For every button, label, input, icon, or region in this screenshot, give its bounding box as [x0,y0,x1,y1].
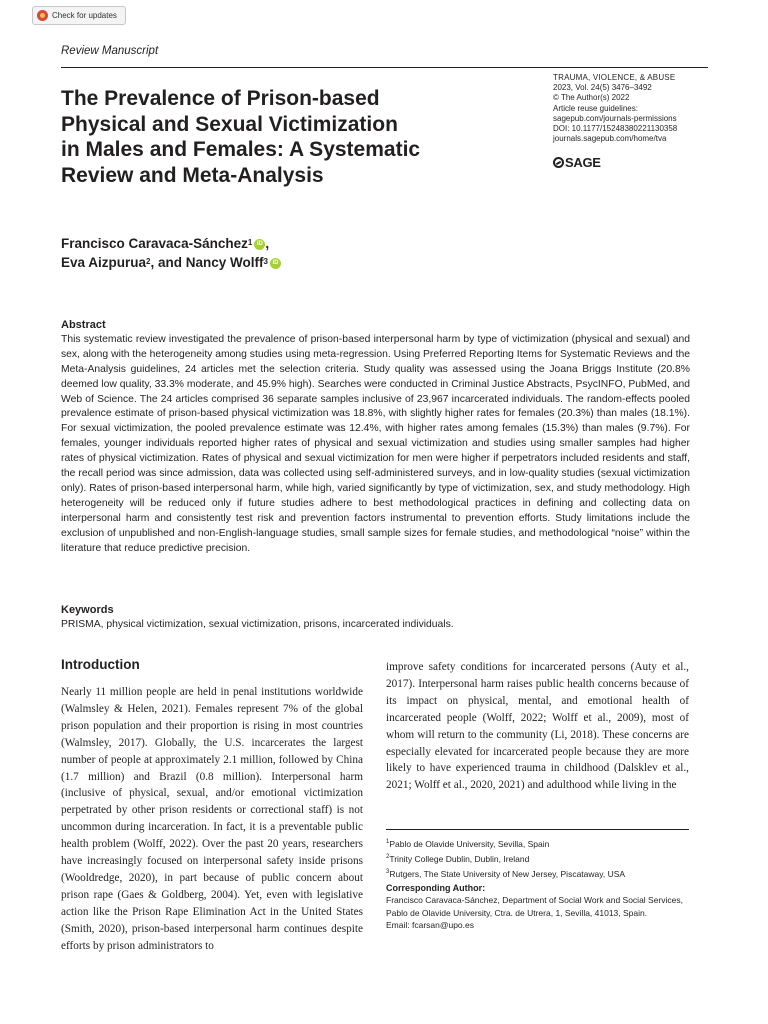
author-1-affiliation: 1 [247,238,253,247]
header-rule [61,67,708,68]
journal-volume: 2023, Vol. 24(5) 3476–3492 [553,83,652,93]
affiliation-3-text: Rutgers, The State University of New Jersey, Piscataway, USA [389,868,626,879]
affiliations [386,836,696,881]
journal-name: TRAUMA, VIOLENCE, & ABUSE [553,73,676,82]
sage-logo-icon [553,157,564,168]
publisher-logo [553,155,601,170]
crossmark-icon [37,10,48,21]
title-line-1: The Prevalence of Prison-based [61,87,380,110]
affiliation-2 [386,851,696,866]
badge-label: Check for updates [52,11,117,20]
journal-copyright: © The Author(s) 2022 [553,93,630,103]
introduction-left-column: Nearly 11 million people are held in penal institutions worldwide (Walmsley & Helen, 2021). Females represent 7% of the global prison population and their proportion is rising in most countries (Walmsley, 2017). Globally, the U.S. incarcerates the largest number of people at approximately 2.1 million, followed by China (1.7 million) and Brazil (0.8 million). Interpersonal harm (inclusive of physical, sexual, and/or emotional victimization perpetrated by other prison residents or correctional staff) is not uncommon during incarceration. In fact, it is a preventable public health problem (Wolff, 2022). Over the past 20 years, researchers have increasingly focused on interpersonal safety inside prisons (Wooldredge, 2020), in part because of public concern about prison rape (Gaes & Goldberg, 2004). Yet, even with legislative action like the Prison Rape Elimination Act in the United States (Smith, 2020), prison-based interpersonal harm continues despite efforts by prison administrators to [61,686,363,952]
abstract-text: This systematic review investigated the prevalence of prison-based interpersonal harm by type of victimization (physical and sexual) and sex, along with the heterogeneity among studies using meta-regression. Using Preferred Reporting Items for Systematic Reviews and the Meta-Analysis guidelines, 24 articles met the selection criteria. Study quality was assessed using the Joana Briggs Institute (20.8% deemed low quality, 33.3% moderate, and 45.9% high). Searches were conducted in Criminal Justice Abstracts, PsycINFO, PubMed, and Web of Science. The 24 articles comprised 36 separate samples inclusive of 23,967 incarcerated individuals. The random-effects pooled prevalence estimate of prison-based physical victimization was 18.8%, with slightly higher rates for females (20.3%) than males (18.1%). For sexual victimization, the pooled prevalence estimate was 12.4%, with higher rates among females (15.3%) than males (9.7%). For females, younger individuals reported higher rates of physical and sexual victimization and studies using smaller samples had higher rates of physical victimization. Rates of physical and sexual victimization for men were higher if perpetrators included residents and staff, the recall period was since admission, data was collected using self-administered surveys, and in low-quality studies (sexual victimization only). Rates of prison-based interpersonal harm, while high, varied significantly by type of victimization, sex, and study methodology. High heterogeneity will be reduced only if future studies adhere to best methodological practices in defining and collecting data on interpersonal harm and consistently test risk and prevention factors instrumental to prevention efforts. Study limitations include the exclusion of unpublished and non-English-language studies, small sample sizes for female studies, and methodological “noise” within the literature that reduce predictive precision. [61,333,690,554]
journal-home-link[interactable]: journals.sagepub.com/home/tva [553,134,667,144]
corresponding-author [386,882,691,932]
affiliation-2-text: Trinity College Dublin, Dublin, Ireland [389,853,530,864]
author-3-affiliation: 3 [263,257,268,266]
affiliation-1 [386,836,696,851]
affiliation-3-number: 3 [386,868,390,875]
affiliation-2-number: 2 [386,853,390,860]
introduction-right-column: improve safety conditions for incarcerated persons (Auty et al., 2017). Interpersonal harm raises public health concerns because of its impact on physical, mental, and emotional health of incarcerated people (Wolff, 2022; Wolff et al., 2009), most of whom will return to the community (Li, 2018). These concerns are especially elevated for incarcerated people because they are more likely to have experienced trauma in childhood (Dalsklev et al., 2021; Wolff et al., 2020, 2021) and adulthood while living in the [386,661,689,792]
author-3[interactable]: Nancy Wolff [185,255,264,270]
corresponding-heading: Corresponding Author: [386,883,486,893]
title-line-3: in Males and Females: A Systematic [61,138,421,161]
keywords-heading: Keywords [61,604,114,616]
abstract-heading: Abstract [61,319,106,331]
footnote-rule [386,829,689,830]
orcid-icon[interactable]: iD [270,258,281,269]
introduction-heading: Introduction [61,657,140,672]
corresponding-address: Francisco Caravaca-Sánchez, Department of Social Work and Social Services, Pablo de Olavide University, Ctra. de Utrera, 1, Sevilla, 41013, Spain. [386,895,683,918]
title-line-2: Physical and Sexual Victimization [61,112,398,136]
author-2-affiliation: 2 [146,257,151,266]
journal-permissions-link[interactable]: sagepub.com/journals-permissions [553,113,677,123]
affiliation-1-text: Pablo de Olavide University, Sevilla, Spain [389,838,550,849]
author-list [61,234,281,272]
abstract-section [61,318,690,557]
check-for-updates-badge[interactable] [32,6,126,25]
affiliation-1-number: 1 [386,839,390,845]
journal-doi[interactable]: DOI: 10.1177/15248380221130358 [553,124,678,134]
keywords-section [61,603,690,633]
affiliation-3 [386,866,696,881]
article-title [61,86,501,188]
journal-info [553,73,723,144]
author-2[interactable]: Eva Aizpurua [61,255,147,270]
corresponding-email[interactable]: Email: fcarsan@upo.es [386,920,475,931]
keywords-text: PRISMA, physical victimization, sexual victimization, prisons, incarcerated individuals. [61,618,454,630]
orcid-icon[interactable]: iD [254,239,265,250]
author-separator: , [265,236,270,251]
publisher-name: SAGE [565,155,601,170]
journal-reuse: Article reuse guidelines: [553,103,638,113]
manuscript-type: Review Manuscript [61,45,159,57]
author-separator: , and [150,255,186,270]
author-1[interactable]: Francisco Caravaca-Sánchez [61,236,248,251]
title-line-4: Review and Meta-Analysis [61,163,324,187]
